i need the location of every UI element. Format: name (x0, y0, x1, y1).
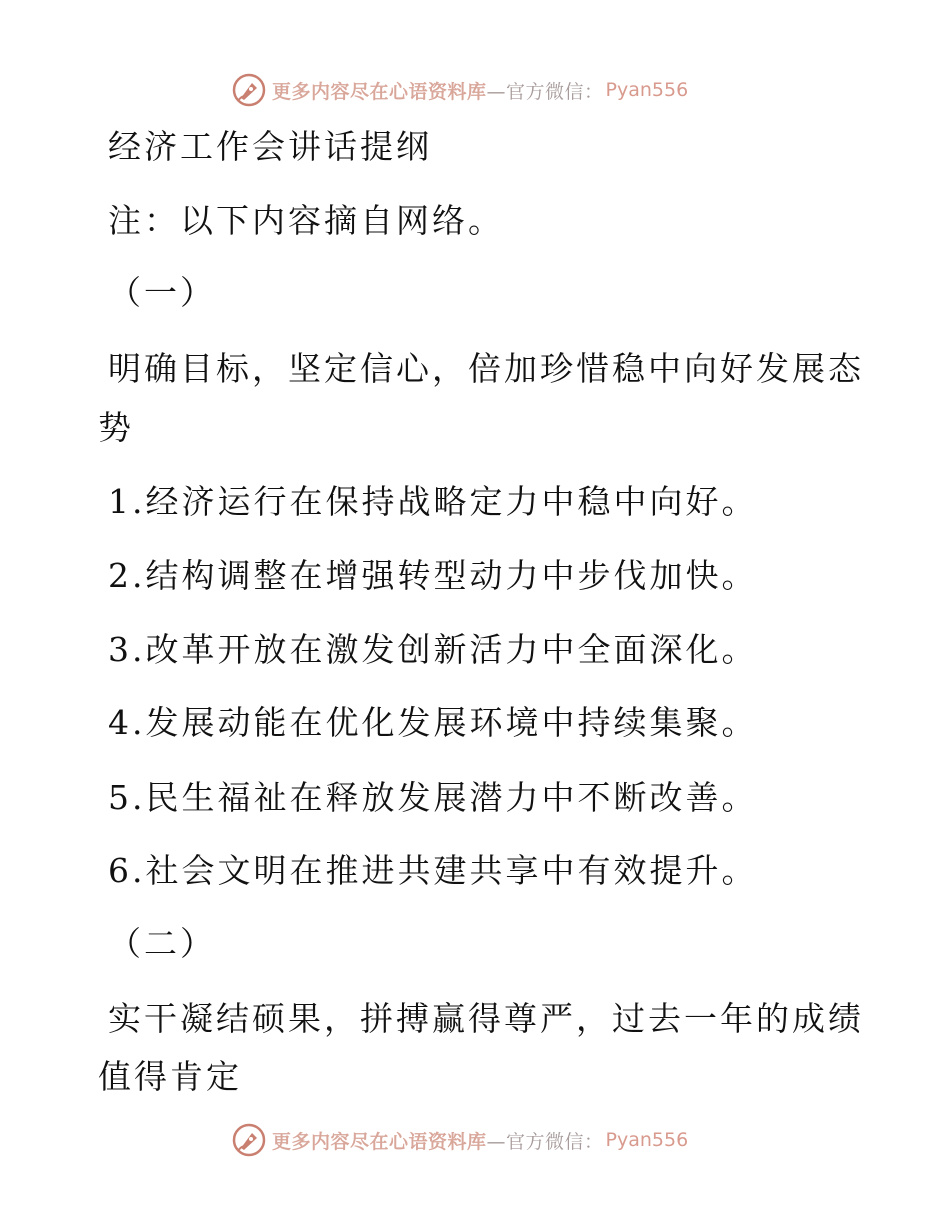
list-item: 4.发展动能在优化发展环境中持续集聚。 (108, 703, 758, 742)
watermark-wechat-label: —官方微信： (486, 80, 604, 103)
section-2-heading-line-2: 值得肯定 (98, 1057, 242, 1096)
section-2-marker: （二） (108, 924, 216, 963)
section-2-heading-line-1: 实干凝结硕果，拼搏赢得尊严，过去一年的成绩 (108, 999, 864, 1038)
document-note: 注：以下内容摘自网络。 (108, 201, 504, 240)
list-item: 5.民生福祉在释放发展潜力中不断改善。 (108, 778, 758, 817)
pen-nib-logo-icon (232, 73, 266, 107)
section-1-marker: （一） (108, 273, 216, 312)
section-1-heading-line-2: 势 (98, 408, 134, 447)
list-item: 1.经济运行在保持战略定力中稳中向好。 (108, 482, 758, 521)
watermark-wechat-handle: Pyan556 (605, 79, 689, 101)
watermark-wechat-label: —官方微信： (486, 1130, 604, 1153)
watermark-lead-text: 更多内容尽在心语资料库 (272, 1130, 487, 1153)
header-watermark (232, 70, 712, 110)
pen-nib-logo-icon (232, 1123, 266, 1157)
list-item: 6.社会文明在推进共建共享中有效提升。 (108, 851, 758, 890)
document-title: 经济工作会讲话提纲 (108, 127, 432, 166)
list-item: 3.改革开放在激发创新活力中全面深化。 (108, 630, 758, 669)
watermark-lead-text: 更多内容尽在心语资料库 (272, 80, 487, 103)
watermark-wechat-handle: Pyan556 (605, 1129, 689, 1151)
footer-watermark (232, 1120, 712, 1160)
list-item: 2.结构调整在增强转型动力中步伐加快。 (108, 556, 758, 595)
section-1-heading-line-1: 明确目标，坚定信心，倍加珍惜稳中向好发展态 (108, 349, 864, 388)
